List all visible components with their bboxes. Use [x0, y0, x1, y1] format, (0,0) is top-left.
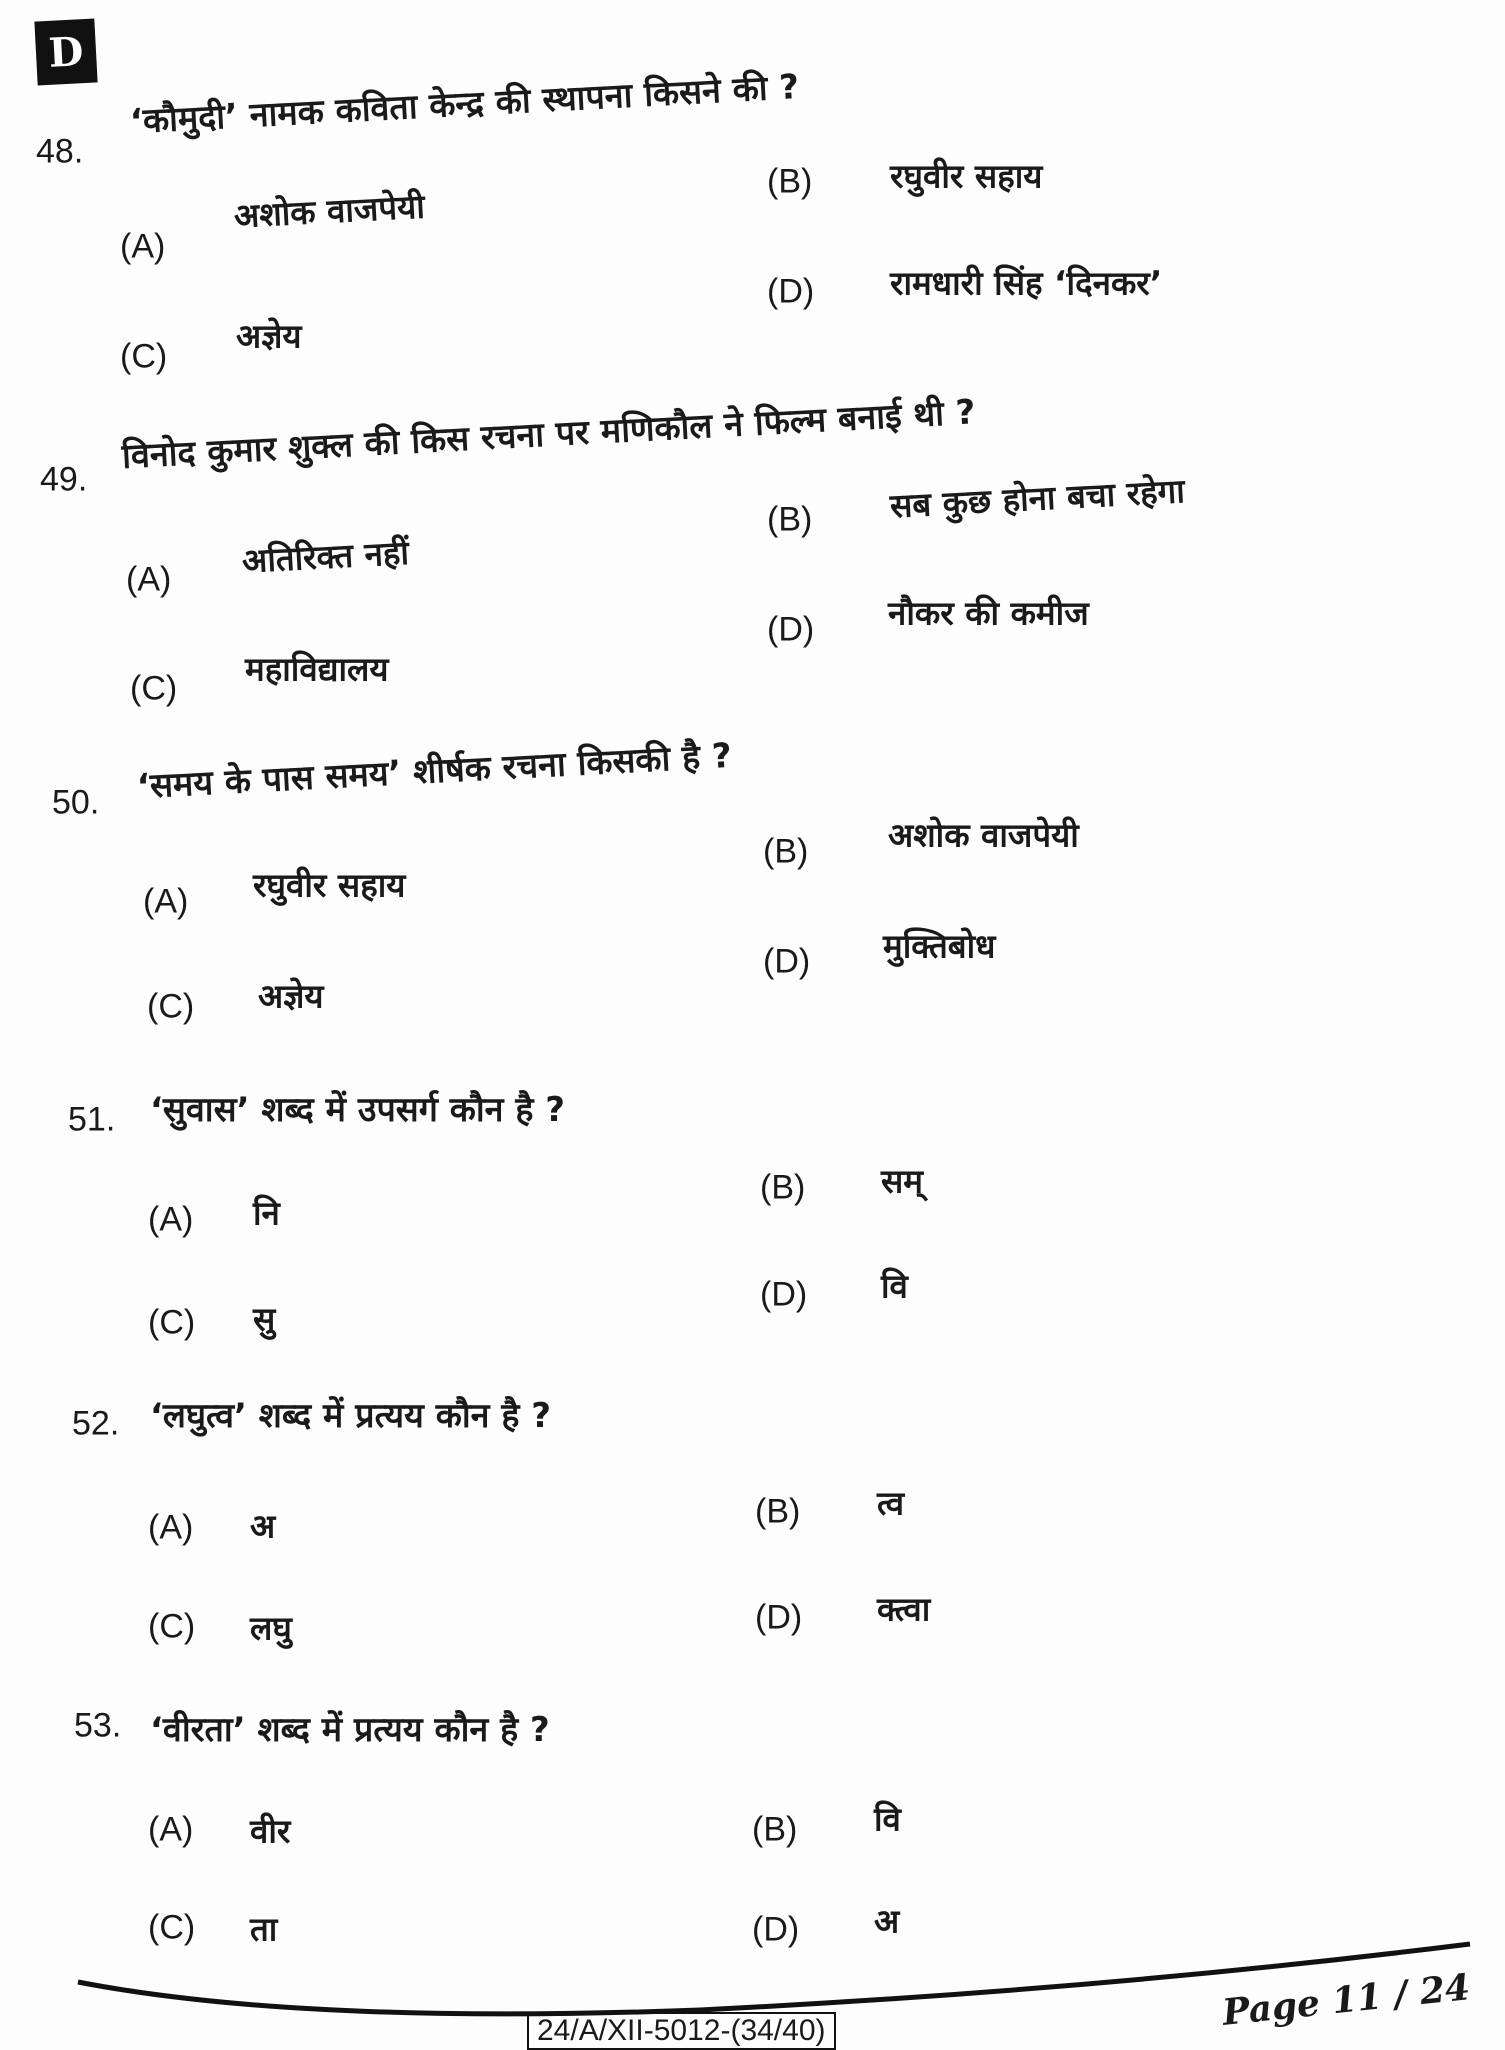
question-text: ‘लघुत्व’ शब्द में प्रत्यय कौन है ?	[150, 1396, 551, 1436]
question-number: 49.	[40, 460, 88, 499]
question-number: 53.	[74, 1706, 122, 1745]
page-number: Page 11 / 24	[1220, 1966, 1472, 2034]
question-text: ‘वीरता’ शब्द में प्रत्यय कौन है ?	[150, 1710, 550, 1750]
option-label: (D)	[755, 1598, 803, 1637]
option-text: मुक्तिबोध	[883, 926, 996, 966]
question-text: विनोद कुमार शुक्ल की किस रचना पर मणिकौल ने फिल्म बनाई थी ?	[121, 392, 977, 477]
paper-code: 24/A/XII-5012-(34/40)	[527, 2012, 836, 2050]
option-text: लघु	[250, 1608, 292, 1648]
option-label: (A)	[148, 1810, 194, 1849]
option-label: (B)	[763, 832, 809, 871]
option-text: महाविद्यालय	[245, 649, 389, 689]
option-text: वीर	[250, 1811, 291, 1851]
option-label: (A)	[126, 560, 172, 599]
option-text: रघुवीर सहाय	[890, 156, 1043, 196]
option-label: (B)	[752, 1810, 798, 1849]
question-number: 52.	[72, 1404, 120, 1443]
option-label: (B)	[755, 1492, 801, 1531]
question-number: 51.	[68, 1100, 116, 1139]
option-label: (D)	[767, 272, 815, 311]
question-number: 48.	[36, 132, 84, 171]
option-label: (A)	[148, 1508, 194, 1547]
option-label: (A)	[148, 1200, 194, 1239]
option-text: सब कुछ होना बचा रहेगा	[889, 471, 1186, 526]
option-label: (C)	[120, 337, 168, 376]
option-label: (C)	[148, 1908, 196, 1947]
option-text: क्त्वा	[877, 1589, 931, 1629]
option-label: (D)	[760, 1275, 808, 1314]
option-text: अज्ञेय	[258, 976, 324, 1016]
option-label: (B)	[760, 1168, 806, 1207]
option-label: (C)	[130, 669, 178, 708]
option-text: ता	[250, 1909, 278, 1949]
option-text: वि	[881, 1266, 908, 1306]
question-text: ‘सुवास’ शब्द में उपसर्ग कौन है ?	[150, 1090, 565, 1130]
option-text: रघुवीर सहाय	[253, 865, 406, 905]
option-label: (B)	[767, 162, 813, 201]
option-label: (A)	[120, 227, 166, 266]
option-label: (B)	[767, 500, 813, 539]
option-label: (D)	[763, 942, 811, 981]
option-text: अशोक वाजपेयी	[888, 815, 1079, 855]
option-label: (A)	[143, 882, 189, 921]
option-label: (C)	[148, 1303, 196, 1342]
option-text: अज्ञेय	[236, 316, 302, 356]
question-text: ‘कौमुदी’ नामक कविता केन्द्र की स्थापना किसने की ?	[129, 66, 801, 142]
option-label: (C)	[148, 1607, 196, 1646]
option-text: सु	[253, 1299, 276, 1339]
option-label: (D)	[767, 610, 815, 649]
option-text: वि	[874, 1799, 901, 1839]
option-label: (D)	[752, 1910, 800, 1949]
option-text: त्व	[877, 1483, 905, 1523]
option-text: रामधारी सिंह ‘दिनकर’	[890, 263, 1163, 303]
option-text: अशोक वाजपेयी	[233, 186, 426, 236]
question-text: ‘समय के पास समय’ शीर्षक रचना किसकी है ?	[136, 735, 733, 807]
option-label: (C)	[147, 987, 195, 1026]
set-badge: D	[34, 18, 97, 85]
option-text: नौकर की कमीज	[888, 593, 1089, 633]
question-number: 50.	[52, 783, 100, 822]
option-text: अ	[250, 1506, 276, 1546]
option-text: नि	[253, 1193, 280, 1233]
option-text: सम्	[881, 1161, 924, 1201]
option-text: अतिरिक्त नहीं	[241, 532, 410, 581]
option-text: अ	[874, 1901, 900, 1941]
